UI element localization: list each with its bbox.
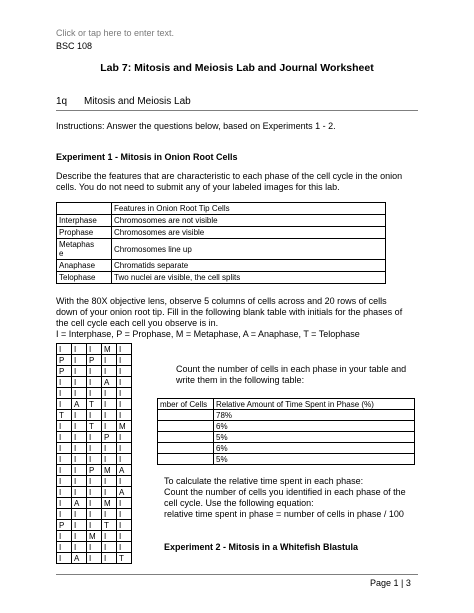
- counts-col1-header: mber of Cells: [158, 399, 214, 410]
- grid-row: [57, 476, 132, 487]
- grid-cell[interactable]: I: [102, 553, 117, 564]
- grid-cell[interactable]: I: [57, 542, 72, 553]
- grid-row: [57, 432, 132, 443]
- grid-row: [57, 509, 132, 520]
- grid-row: [57, 465, 132, 476]
- grid-cell[interactable]: I: [117, 443, 132, 454]
- feature-cell[interactable]: Chromosomes are visible: [112, 227, 386, 239]
- grid-cell[interactable]: I: [117, 498, 132, 509]
- grid-cell[interactable]: A: [72, 399, 87, 410]
- grid-cell[interactable]: I: [87, 553, 102, 564]
- phase-cell-line1: Metaphas: [59, 240, 95, 249]
- table-row: [158, 421, 415, 432]
- section-divider: [56, 110, 418, 111]
- grid-cell[interactable]: I: [72, 377, 87, 388]
- grid-row: [57, 542, 132, 553]
- grid-cell[interactable]: I: [57, 443, 72, 454]
- grid-cell[interactable]: I: [57, 388, 72, 399]
- experiment1-desc-line1: Describe the features that are characteristic to each phase of the cell cycle in the onion: [56, 171, 403, 181]
- grid-cell[interactable]: A: [102, 377, 117, 388]
- grid-cell[interactable]: I: [57, 421, 72, 432]
- grid-row: [57, 399, 132, 410]
- grid-cell[interactable]: T: [87, 399, 102, 410]
- grid-cell[interactable]: I: [87, 366, 102, 377]
- grid-row: [57, 443, 132, 454]
- grid-cell[interactable]: I: [72, 432, 87, 443]
- count-cell[interactable]: [158, 454, 214, 465]
- grid-cell[interactable]: I: [57, 454, 72, 465]
- grid-cell[interactable]: I: [117, 509, 132, 520]
- grid-cell[interactable]: P: [57, 366, 72, 377]
- grid-cell[interactable]: P: [57, 355, 72, 366]
- grid-cell[interactable]: I: [117, 542, 132, 553]
- count-cell[interactable]: [158, 443, 214, 454]
- grid-cell[interactable]: A: [72, 553, 87, 564]
- grid-cell[interactable]: I: [87, 520, 102, 531]
- grid-cell[interactable]: M: [117, 421, 132, 432]
- grid-cell[interactable]: I: [87, 454, 102, 465]
- grid-cell[interactable]: I: [102, 531, 117, 542]
- grid-cell[interactable]: I: [117, 355, 132, 366]
- grid-cell[interactable]: I: [57, 498, 72, 509]
- grid-cell[interactable]: I: [87, 542, 102, 553]
- grid-cell[interactable]: I: [57, 377, 72, 388]
- grid-cell[interactable]: I: [102, 399, 117, 410]
- grid-cell[interactable]: I: [72, 487, 87, 498]
- features-table-header: Features in Onion Root Tip Cells: [112, 203, 386, 215]
- phase-cell: Prophase: [57, 227, 112, 239]
- experiment2-heading: Experiment 2 - Mitosis in a Whitefish Blastula: [164, 542, 359, 552]
- grid-cell[interactable]: I: [87, 410, 102, 421]
- grid-row: [57, 377, 132, 388]
- grid-cell[interactable]: I: [102, 476, 117, 487]
- grid-cell[interactable]: M: [102, 344, 117, 355]
- grid-row: [57, 520, 132, 531]
- grid-cell[interactable]: T: [102, 520, 117, 531]
- grid-cell[interactable]: I: [102, 509, 117, 520]
- grid-row: [57, 355, 132, 366]
- grid-cell[interactable]: I: [102, 443, 117, 454]
- grid-cell[interactable]: I: [87, 476, 102, 487]
- experiment1-heading: Experiment 1 - Mitosis in Onion Root Cells: [56, 152, 238, 162]
- grid-cell[interactable]: I: [87, 443, 102, 454]
- grid-cell[interactable]: I: [87, 432, 102, 443]
- count-cell[interactable]: [158, 421, 214, 432]
- grid-cell[interactable]: I: [72, 388, 87, 399]
- grid-cell[interactable]: I: [72, 410, 87, 421]
- grid-cell[interactable]: I: [57, 432, 72, 443]
- grid-cell[interactable]: A: [72, 498, 87, 509]
- percent-cell[interactable]: 6%: [214, 421, 415, 432]
- grid-cell[interactable]: T: [117, 553, 132, 564]
- grid-row: [57, 344, 132, 355]
- grid-cell[interactable]: I: [102, 388, 117, 399]
- phase-cell: Interphase: [57, 215, 112, 227]
- grid-cell[interactable]: I: [87, 498, 102, 509]
- grid-cell[interactable]: M: [102, 465, 117, 476]
- grid-cell[interactable]: I: [72, 344, 87, 355]
- grid-cell[interactable]: I: [87, 388, 102, 399]
- phase-cell: Anaphase: [57, 260, 112, 272]
- grid-cell[interactable]: I: [57, 487, 72, 498]
- table-row: [158, 443, 415, 454]
- grid-cell[interactable]: I: [72, 542, 87, 553]
- feature-cell[interactable]: Two nuclei are visible, the cell splits: [112, 272, 386, 284]
- percent-cell[interactable]: 5%: [214, 454, 415, 465]
- grid-cell[interactable]: I: [117, 388, 132, 399]
- counts-table: [157, 398, 415, 465]
- grid-row: [57, 498, 132, 509]
- grid-cell[interactable]: I: [117, 531, 132, 542]
- observation-grid: [56, 343, 132, 564]
- calc-line1: To calculate the relative time spent in each phase:: [164, 476, 364, 486]
- grid-cell[interactable]: I: [72, 366, 87, 377]
- observe-line1: With the 80X objective lens, observe 5 columns of cells across and 20 rows of cells: [56, 296, 387, 306]
- grid-cell[interactable]: I: [57, 344, 72, 355]
- table-row: [57, 215, 386, 227]
- percent-cell[interactable]: 5%: [214, 432, 415, 443]
- observe-line3: the cell cycle each cell you observe is in.: [56, 318, 219, 328]
- grid-row: [57, 366, 132, 377]
- features-table: [56, 202, 386, 284]
- grid-cell[interactable]: I: [102, 366, 117, 377]
- calc-line3: cell cycle. Use the following equation:: [164, 498, 314, 508]
- grid-cell[interactable]: I: [117, 344, 132, 355]
- grid-cell[interactable]: I: [72, 509, 87, 520]
- section-number: 1q: [56, 96, 68, 107]
- grid-cell[interactable]: I: [117, 432, 132, 443]
- grid-cell[interactable]: I: [117, 520, 132, 531]
- feature-cell[interactable]: Chromosomes line up: [112, 239, 386, 260]
- page-title: Lab 7: Mitosis and Meiosis Lab and Journal Worksheet: [100, 62, 374, 74]
- placeholder-text[interactable]: Click or tap here to enter text.: [56, 28, 175, 38]
- grid-cell[interactable]: I: [72, 421, 87, 432]
- grid-cell[interactable]: P: [57, 520, 72, 531]
- grid-cell[interactable]: I: [57, 465, 72, 476]
- grid-cell[interactable]: I: [57, 553, 72, 564]
- table-row: [158, 432, 415, 443]
- grid-row: [57, 410, 132, 421]
- grid-cell[interactable]: I: [117, 454, 132, 465]
- grid-cell[interactable]: A: [117, 487, 132, 498]
- table-row: [57, 272, 386, 284]
- grid-cell[interactable]: P: [102, 432, 117, 443]
- table-row: [57, 227, 386, 239]
- grid-cell[interactable]: P: [87, 355, 102, 366]
- footer-divider: [56, 574, 418, 575]
- table-row: [57, 260, 386, 272]
- grid-cell[interactable]: I: [72, 355, 87, 366]
- grid-cell[interactable]: I: [72, 531, 87, 542]
- grid-cell[interactable]: I: [87, 509, 102, 520]
- grid-cell[interactable]: I: [117, 366, 132, 377]
- grid-row: [57, 388, 132, 399]
- count-line1: Count the number of cells in each phase in your table and: [176, 364, 407, 374]
- phase-cell: Telophase: [57, 272, 112, 284]
- grid-cell[interactable]: M: [102, 498, 117, 509]
- feature-cell[interactable]: Chromosomes are not visible: [112, 215, 386, 227]
- page-number: Page 1 | 3: [370, 578, 411, 588]
- grid-cell[interactable]: I: [87, 344, 102, 355]
- grid-cell[interactable]: I: [57, 509, 72, 520]
- percent-cell[interactable]: 78%: [214, 410, 415, 421]
- table-row: [158, 454, 415, 465]
- count-line2: write them in the following table:: [176, 375, 305, 385]
- grid-cell[interactable]: I: [117, 476, 132, 487]
- grid-cell[interactable]: I: [57, 531, 72, 542]
- grid-cell[interactable]: I: [72, 465, 87, 476]
- observe-line4: I = Interphase, P = Prophase, M = Metaphase, A = Anaphase, T = Telophase: [56, 329, 360, 339]
- phase-cell-line2: e: [59, 249, 64, 258]
- instructions: Instructions: Answer the questions below, based on Experiments 1 - 2.: [56, 121, 336, 131]
- feature-cell[interactable]: Chromatids separate: [112, 260, 386, 272]
- count-cell[interactable]: [158, 432, 214, 443]
- grid-cell[interactable]: P: [87, 465, 102, 476]
- grid-cell[interactable]: I: [57, 399, 72, 410]
- grid-row: [57, 487, 132, 498]
- count-cell[interactable]: [158, 410, 214, 421]
- course-code: BSC 108: [56, 41, 93, 51]
- percent-cell[interactable]: 6%: [214, 443, 415, 454]
- grid-cell[interactable]: I: [87, 487, 102, 498]
- grid-row: [57, 531, 132, 542]
- grid-cell[interactable]: I: [72, 520, 87, 531]
- phase-cell: [57, 239, 112, 260]
- table-row: [57, 239, 386, 260]
- grid-cell[interactable]: I: [102, 421, 117, 432]
- counts-col2-header: Relative Amount of Time Spent in Phase (%): [214, 399, 415, 410]
- grid-cell[interactable]: I: [102, 355, 117, 366]
- grid-row: [57, 421, 132, 432]
- grid-row: [57, 454, 132, 465]
- grid-cell[interactable]: I: [87, 377, 102, 388]
- grid-row: [57, 553, 132, 564]
- section-name: Mitosis and Meiosis Lab: [84, 96, 191, 107]
- experiment1-desc-line2: cells. You do not need to submit any of your labeled images for this lab.: [56, 182, 340, 192]
- grid-cell[interactable]: I: [102, 454, 117, 465]
- grid-cell[interactable]: I: [117, 377, 132, 388]
- table-row: [158, 410, 415, 421]
- grid-cell[interactable]: I: [117, 399, 132, 410]
- grid-cell[interactable]: T: [87, 421, 102, 432]
- grid-cell[interactable]: I: [57, 476, 72, 487]
- observe-line2: down of your onion root tip. Fill in the following blank table with initials for the phases of: [56, 307, 403, 317]
- grid-cell[interactable]: I: [72, 454, 87, 465]
- features-table-corner: [57, 203, 112, 215]
- grid-cell[interactable]: I: [102, 410, 117, 421]
- calc-line2: Count the number of cells you identified in each phase of the: [164, 487, 406, 497]
- grid-cell[interactable]: T: [57, 410, 72, 421]
- grid-cell[interactable]: I: [72, 476, 87, 487]
- grid-cell[interactable]: I: [102, 487, 117, 498]
- grid-cell[interactable]: M: [87, 531, 102, 542]
- grid-cell[interactable]: A: [117, 465, 132, 476]
- grid-cell[interactable]: I: [72, 443, 87, 454]
- grid-cell[interactable]: I: [102, 542, 117, 553]
- grid-cell[interactable]: I: [117, 410, 132, 421]
- calc-line4: relative time spent in phase = number of cells in phase / 100: [164, 509, 404, 519]
